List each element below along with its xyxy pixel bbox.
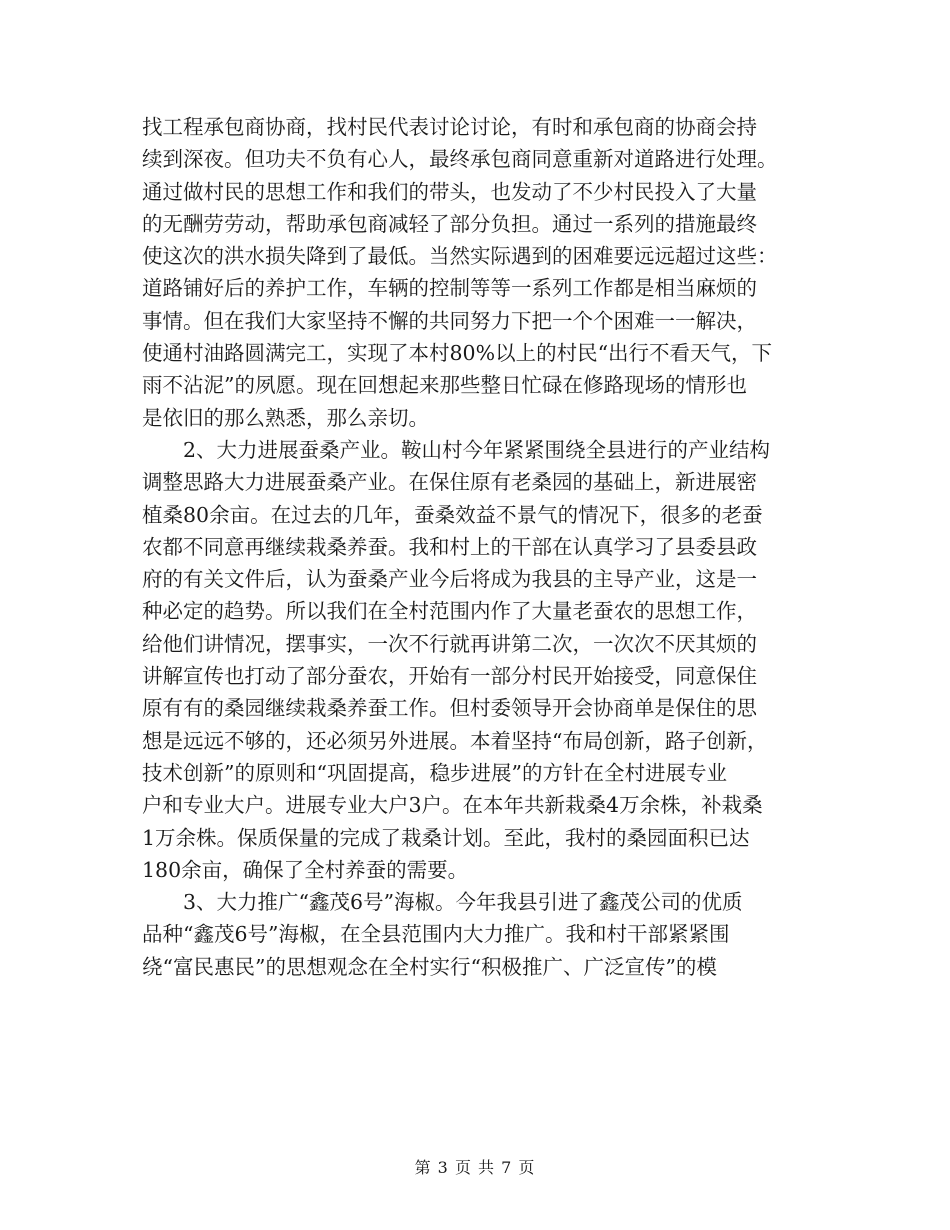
text-line: 使这次的洪水损失降到了最低。当然实际遇到的困难要远远超过这些：: [142, 244, 778, 269]
text-line: 雨不沾泥”的夙愿。现在回想起来那些整日忙碌在修路现场的情形也: [142, 373, 747, 398]
text-line: 事情。但在我们大家坚持不懈的共同努力下把一个个困难一一解决，: [142, 308, 757, 333]
text-line: 品种“鑫茂6号”海椒，在全县范围内大力推广。我和村干部紧紧围: [142, 922, 730, 947]
text-line: 想是远远不够的，还必须另外进展。本着坚持“布局创新，路子创新，: [142, 728, 768, 753]
document-body: [142, 111, 812, 983]
text-line: 道路铺好后的养护工作，车辆的控制等等一系列工作都是相当麻烦的: [142, 276, 757, 301]
text-line: 农都不同意再继续栽桑养蚕。我和村上的干部在认真学习了县委县政: [142, 534, 757, 559]
text-line: 找工程承包商协商，找村民代表讨论讨论，有时和承包商的协商会持: [142, 115, 757, 139]
text-line: 180余亩，确保了全村养蚕的需要。: [142, 857, 469, 882]
text-line: 府的有关文件后，认为蚕桑产业今后将成为我县的主导产业，这是一: [142, 567, 757, 592]
text-line: 的无酬劳劳动，帮助承包商减轻了部分负担。通过一系列的措施最终: [142, 211, 757, 236]
text-line: 1万余株。保质保量的完成了栽桑计划。至此，我村的桑园面积已达: [142, 825, 750, 850]
text-line: 使通村油路圆满完工，实现了本村80%以上的村民“出行不看天气，下: [142, 341, 773, 366]
text-line: 原有有的桑园继续栽桑养蚕工作。但村委领导开会协商单是保住的思: [142, 696, 757, 721]
paragraph-start-line: 3、大力推广“鑫茂6号”海椒。今年我县引进了鑫茂公司的优质: [183, 890, 743, 915]
text-line: 技术创新”的原则和“巩固提高，稳步进展”的方针在全村进展专业: [142, 760, 727, 785]
text-line: 续到深夜。但功夫不负有心人，最终承包商同意重新对道路进行处理。: [142, 147, 778, 172]
text-line: 讲解宣传也打动了部分蚕农，开始有一部分村民开始接受，同意保住: [142, 664, 757, 689]
text-line: 绕“富民惠民”的思想观念在全村实行“积极推广、广泛宣传”的模: [142, 954, 717, 979]
text-line: 户和专业大户。进展专业大户3户。在本年共新栽桑4万余株，补栽桑: [142, 793, 763, 818]
text-line: 通过做村民的思想工作和我们的带头，也发动了不少村民投入了大量: [142, 179, 757, 204]
text-line: 调整思路大力进展蚕桑产业。在保住原有老桑园的基础上，新进展密: [142, 470, 757, 495]
text-line: 是依旧的那么熟悉，那么亲切。: [142, 405, 429, 430]
page-number-footer: 第 3 页 共 7 页: [414, 1158, 536, 1177]
text-line: 植桑80余亩。在过去的几年，蚕桑效益不景气的情况下，很多的老蚕: [142, 502, 763, 527]
text-line: 种必定的趋势。所以我们在全村范围内作了大量老蚕农的思想工作，: [142, 599, 757, 624]
paragraph-start-line: 2、大力进展蚕桑产业。鞍山村今年紧紧围绕全县进行的产业结构: [183, 437, 771, 462]
text-line: 给他们讲情况，摆事实，一次不行就再讲第二次，一次次不厌其烦的: [142, 631, 757, 656]
